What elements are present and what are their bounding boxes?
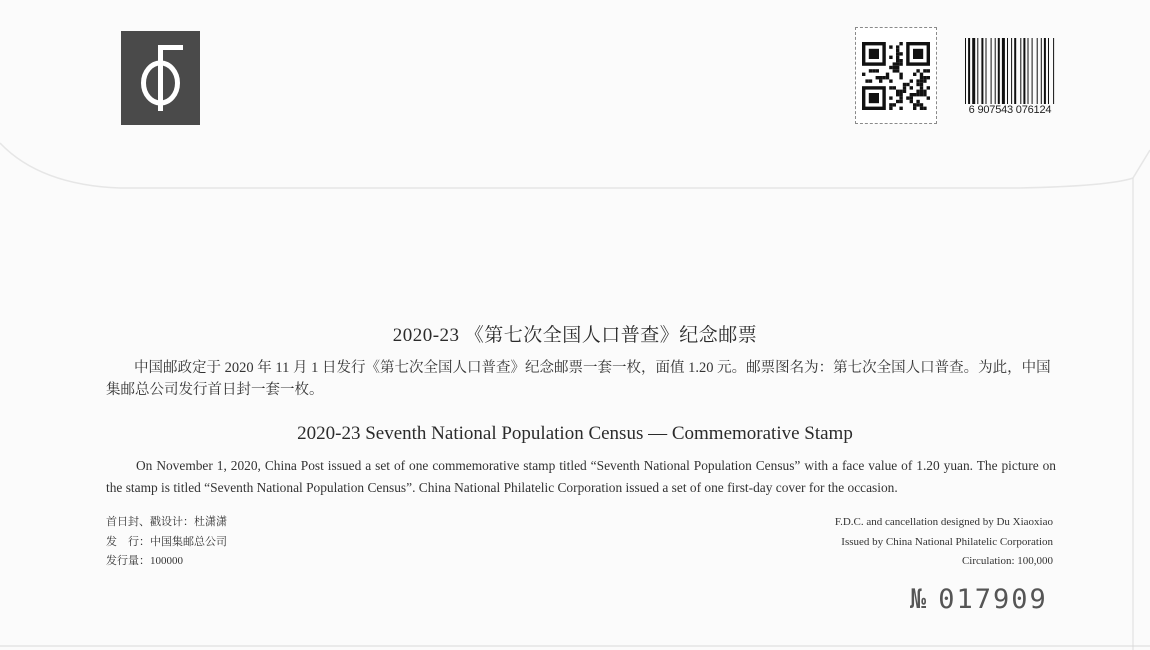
- title-english: 2020-23 Seventh National Population Census — Commemorative Stamp: [297, 423, 853, 444]
- serial-value: 017909: [938, 584, 1048, 615]
- credit-line: Circulation: 100,000: [961, 555, 1053, 567]
- qr-code-icon: [855, 27, 937, 124]
- description-english: On November 1, 2020, China Post issued a set of one commemorative stamp titled “Seventh National Population Census” with a face value of 1.20 yuan. The picture on the stamp is titled “Seventh National Population Census”. China National Philatelic Corporation issued a set of one first-day cover for the occasion.: [106, 458, 1056, 495]
- credits-english: [835, 513, 1053, 572]
- credits-chinese: [106, 513, 227, 572]
- china-post-logo-icon: [121, 31, 200, 125]
- credit-line: 发行量：100000: [106, 555, 183, 567]
- serial-number: [910, 584, 1060, 615]
- number-sign: №: [910, 584, 929, 615]
- barcode-digits: 6 907543 076124: [962, 104, 1058, 116]
- description-chinese: 中国邮政定于 2020 年 11 月 1 日发行《第七次全国人口普查》纪念邮票一套一枚，面值 1.20 元。邮票图名为：第七次全国人口普查。为此，中国集邮总公司发行首日封一套一枚。: [106, 360, 1051, 398]
- title-chinese: 2020-23 《第七次全国人口普查》纪念邮票: [392, 325, 758, 346]
- credit-line: 首日封、戳设计：杜潇潇: [106, 516, 227, 528]
- credit-line: 发 行：中国集邮总公司: [106, 535, 227, 548]
- credit-line: F.D.C. and cancellation designed by Du Xiaoxiao: [834, 516, 1053, 528]
- credit-line: Issued by China National Philatelic Corporation: [841, 535, 1053, 548]
